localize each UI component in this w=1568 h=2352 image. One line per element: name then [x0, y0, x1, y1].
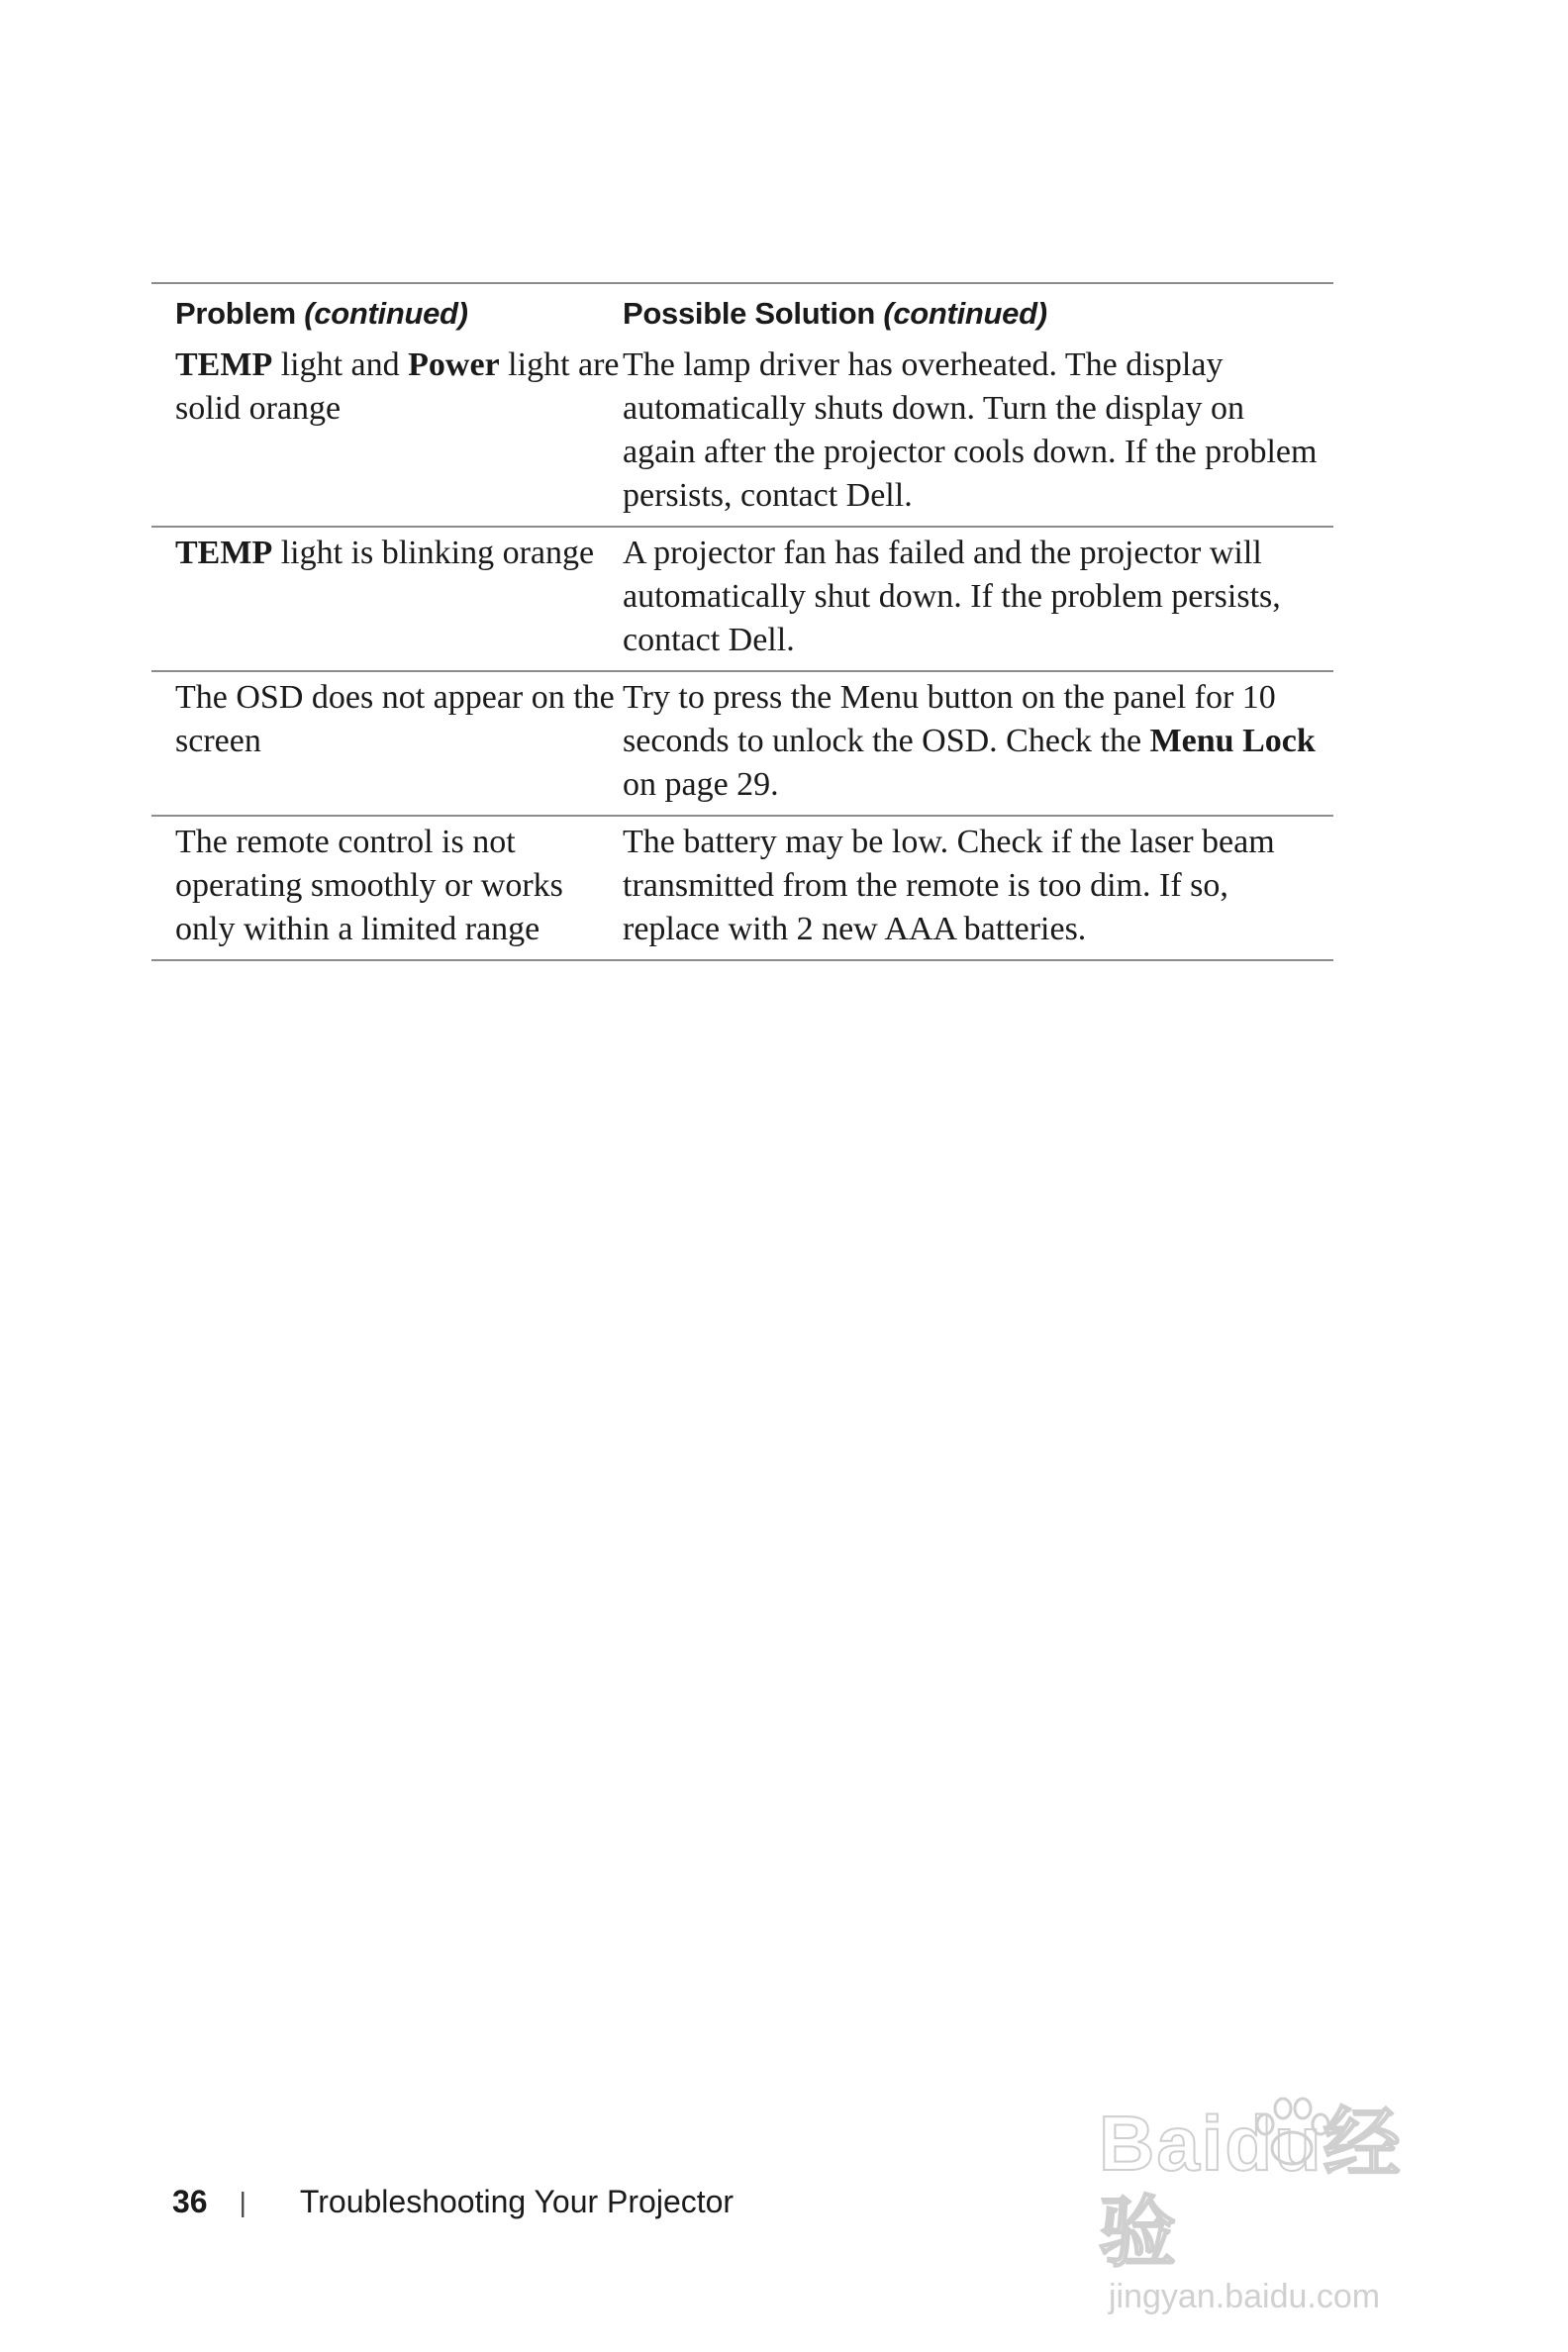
- problem-cell: The remote control is not operating smoothly or works only within a limited range: [175, 824, 563, 947]
- table-row: [151, 672, 1333, 817]
- page-number: 36: [172, 2184, 208, 2219]
- problem-cell: The OSD does not appear on the screen: [175, 679, 615, 759]
- baidu-watermark: [1099, 2099, 1475, 2315]
- solution-cell: Try to press the Menu button on the panel for 10 seconds to unlock the OSD. Check the Menu Lock on page 29.: [623, 679, 1316, 803]
- table-row: [151, 528, 1333, 672]
- watermark-logo: Baidu经验: [1099, 2100, 1403, 2276]
- solution-cell: The battery may be low. Check if the laser beam transmitted from the remote is too dim. If so, replace with 2 new AAA batteries.: [623, 824, 1275, 947]
- section-title: Troubleshooting Your Projector: [299, 2184, 735, 2219]
- table-header-row: [151, 284, 1333, 340]
- page-footer: [172, 2184, 734, 2220]
- watermark-url: jingyan.baidu.com: [1109, 2278, 1381, 2315]
- solution-cell: A projector fan has failed and the projector will automatically shut down. If the problem persists, contact Dell.: [623, 535, 1281, 658]
- table-row: [151, 817, 1333, 961]
- problem-cell: TEMP light and Power light are solid orange: [175, 346, 620, 427]
- table-row: [151, 340, 1333, 528]
- header-problem: Problem (continued): [175, 296, 468, 331]
- solution-cell: The lamp driver has overheated. The display automatically shuts down. Turn the display on again after the projector cools down. If the problem persists, contact Dell.: [623, 346, 1318, 514]
- paw-icon: [1247, 2095, 1336, 2174]
- footer-separator: |: [239, 2186, 246, 2217]
- troubleshooting-table: [151, 282, 1333, 961]
- header-solution: Possible Solution (continued): [623, 296, 1047, 331]
- problem-cell: TEMP light is blinking orange: [175, 535, 595, 571]
